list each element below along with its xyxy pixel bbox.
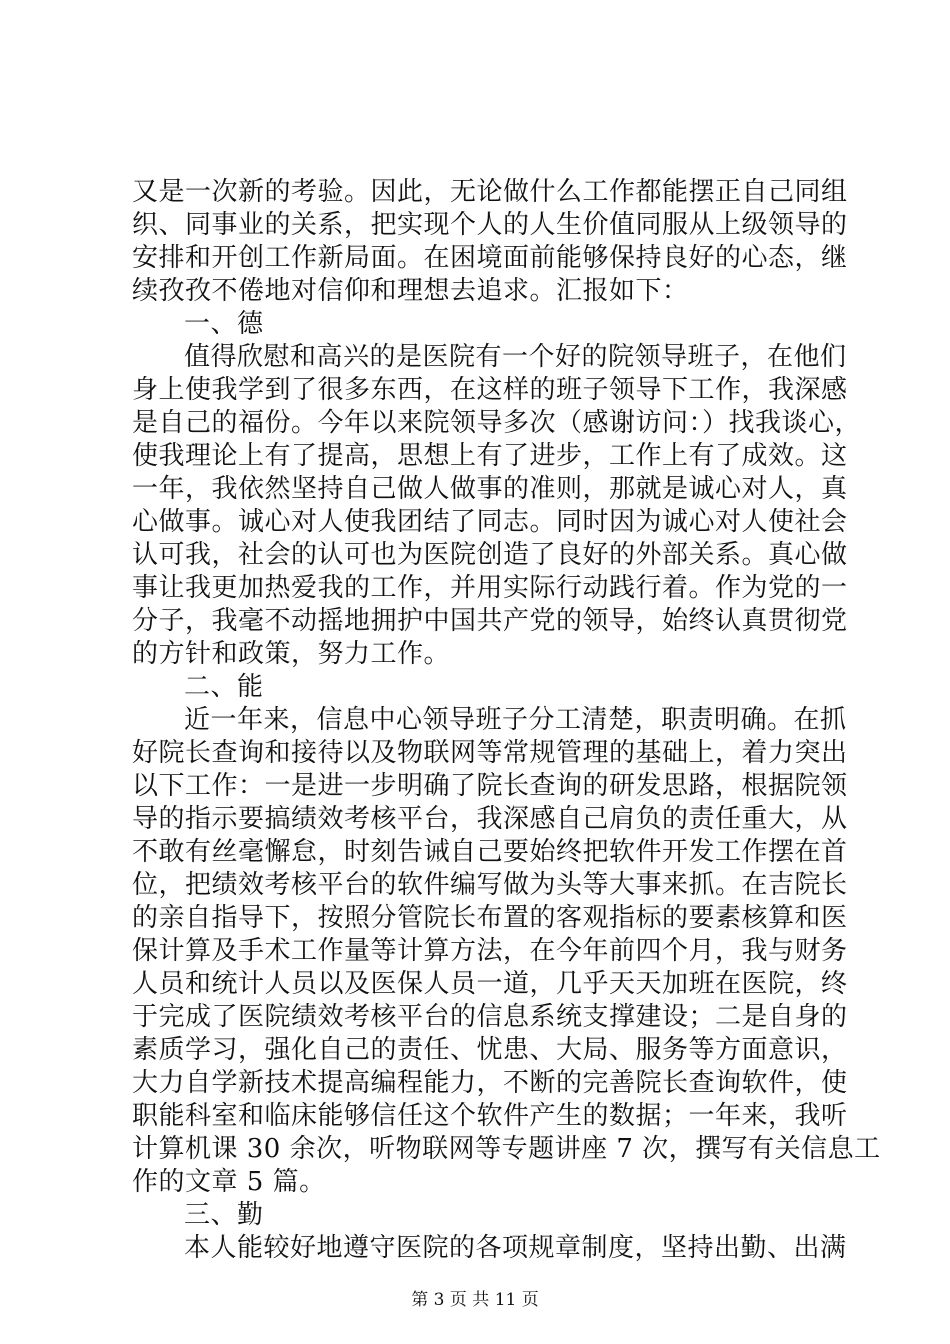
section-heading-de: 一、德 (184, 309, 264, 339)
page-number-footer: 第 3 页 共 11 页 (411, 1290, 539, 1310)
body-text-line: 值得欣慰和高兴的是医院有一个好的院领导班子，在他们 (184, 342, 847, 372)
body-text-line: 的亲自指导下，按照分管院长布置的客观指标的要素核算和医 (132, 903, 848, 933)
body-text-line: 的方针和政策，努力工作。 (132, 639, 451, 669)
body-text-line: 事让我更加热爱我的工作，并用实际行动践行着。作为党的一 (132, 573, 848, 603)
body-text-line: 位，把绩效考核平台的软件编写做为头等大事来抓。在吉院长 (132, 870, 848, 900)
body-text-line: 认可我，社会的认可也为医院创造了良好的外部关系。真心做 (132, 540, 848, 570)
body-text-line: 职能科室和临床能够信任这个软件产生的数据；一年来，我听 (132, 1101, 848, 1131)
body-text-line: 使我理论上有了提高，思想上有了进步，工作上有了成效。这 (132, 441, 848, 471)
body-text-line: 以下工作：一是进一步明确了院长查询的研发思路，根据院领 (132, 771, 848, 801)
body-text-line: 分子，我毫不动摇地拥护中国共产党的领导，始终认真贯彻党 (132, 606, 848, 636)
body-text-line: 不敢有丝毫懈怠，时刻告诫自己要始终把软件开发工作摆在首 (132, 837, 848, 867)
section-heading-neng: 二、能 (184, 672, 264, 702)
body-text-line: 身上使我学到了很多东西，在这样的班子领导下工作，我深感 (132, 375, 848, 405)
body-text-line: 安排和开创工作新局面。在困境面前能够保持良好的心态，继 (132, 243, 848, 273)
section-heading-qin: 三、勤 (184, 1200, 264, 1230)
body-text-line: 又是一次新的考验。因此，无论做什么工作都能摆正自己同组 (132, 177, 848, 207)
body-text-line: 续孜孜不倦地对信仰和理想去追求。汇报如下： (132, 276, 689, 306)
body-text-line: 大力自学新技术提高编程能力，不断的完善院长查询软件，使 (132, 1068, 848, 1098)
body-text-line: 本人能较好地遵守医院的各项规章制度，坚持出勤、出满 (184, 1233, 847, 1263)
body-text-line: 素质学习，强化自己的责任、忧患、大局、服务等方面意识， (132, 1035, 848, 1065)
body-text-line: 计算机课 30 余次，听物联网等专题讲座 7 次，撰写有关信息工 (132, 1134, 881, 1164)
body-text-line: 是自己的福份。今年以来院领导多次（感谢访问：）找我谈心， (132, 408, 862, 438)
body-text-line: 织、同事业的关系，把实现个人的人生价值同服从上级领导的 (132, 210, 848, 240)
body-text-line: 心做事。诚心对人使我团结了同志。同时因为诚心对人使社会 (132, 507, 848, 537)
body-text-line: 近一年来，信息中心领导班子分工清楚，职责明确。在抓 (184, 705, 847, 735)
body-text-line: 导的指示要搞绩效考核平台，我深感自己肩负的责任重大，从 (132, 804, 848, 834)
body-text-line: 好院长查询和接待以及物联网等常规管理的基础上，着力突出 (132, 738, 848, 768)
body-text-line: 一年，我依然坚持自己做人做事的准则，那就是诚心对人，真 (132, 474, 848, 504)
body-text-line: 人员和统计人员以及医保人员一道，几乎天天加班在医院，终 (132, 969, 848, 999)
body-text-line: 作的文章 5 篇。 (132, 1167, 326, 1197)
body-text-line: 于完成了医院绩效考核平台的信息系统支撑建设；二是自身的 (132, 1002, 848, 1032)
body-text-line: 保计算及手术工作量等计算方法，在今年前四个月，我与财务 (132, 936, 848, 966)
